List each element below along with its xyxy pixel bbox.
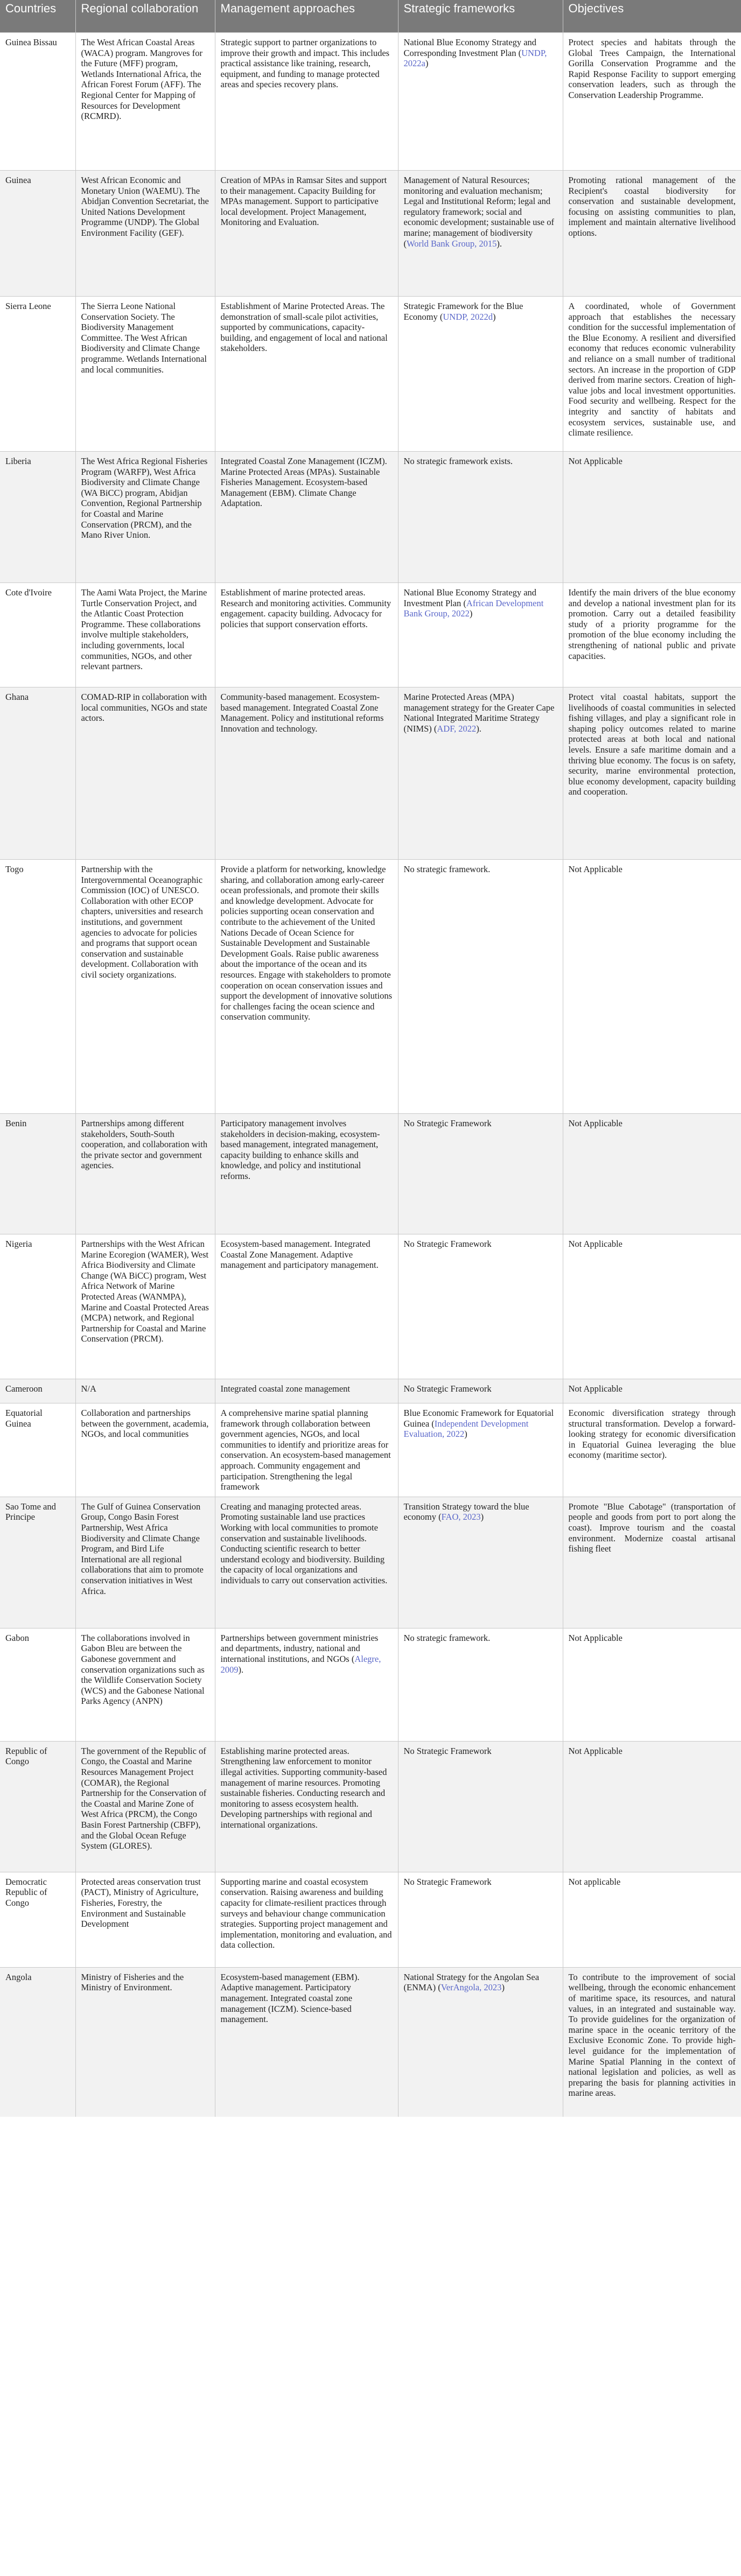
cell-strategic-framework: [398, 1114, 563, 1234]
strategy-text: No Strategic Framework: [403, 1745, 492, 1756]
cell-management-approaches: [215, 1967, 398, 2117]
cell-management-approaches: [215, 1872, 398, 1967]
table-row: [0, 1628, 741, 1741]
mgmt-text: Establishment of Marine Protected Areas. The demonstration of small-scale pilot activities, supported by communications, capacity-building, and engagement of local and national stakeholders.: [220, 301, 388, 354]
strategy-text: No strategic framework.: [403, 864, 491, 874]
cell-objectives: Not Applicable: [563, 860, 741, 1114]
cell-objectives: Not Applicable: [563, 1741, 741, 1872]
strategy-text: No Strategic Framework: [403, 1876, 492, 1887]
strategy-text: Strategic Framework for the Blue Economy (: [403, 301, 523, 322]
cell-country: Togo: [0, 860, 75, 1114]
cell-objectives: Economic diversification strategy through structural transformation. Develop a forward-looking strategy for economic diversification in Equatorial Guinea leveraging the blue economy (maritime sector).: [563, 1403, 741, 1497]
cell-country: Ghana: [0, 687, 75, 860]
strategy-text-end: ): [469, 608, 473, 619]
strategy-text: Management of Natural Resources; monitoring and evaluation mechanism; Legal and Institutional Reform; legal and regulatory framework; social and economic development; sustainable use of marine; management of biodiversity (: [403, 175, 555, 249]
strategy-text: Transition Strategy toward the blue economy (: [403, 1501, 529, 1522]
strategy-text: No strategic framework exists.: [403, 456, 513, 466]
cell-strategic-framework: [398, 33, 563, 171]
citation-link[interactable]: ADF, 2022: [437, 723, 477, 734]
strategy-text: National Strategy for the Angolan Sea (ENMA) (: [403, 1971, 540, 1993]
cell-management-approaches: [215, 171, 398, 297]
table-row: [0, 1403, 741, 1497]
citation-link[interactable]: World Bank Group, 2015: [407, 238, 497, 249]
cell-strategic-framework: [398, 452, 563, 583]
citation-link[interactable]: Alegre, 2009: [220, 1653, 381, 1675]
cell-management-approaches: [215, 687, 398, 860]
cell-objectives: Protect vital coastal habitats, support the livelihoods of coastal communities in selected fishing villages, and play a significant role in shaping policy outcomes related to marine protected areas at both local and national levels. Ensure a safe maritime domain and a thriving blue economy. The focus is on safety, security, marine environmental protection, blue economy development, capacity building and cooperation.: [563, 687, 741, 860]
cell-objectives: Not Applicable: [563, 452, 741, 583]
cell-strategic-framework: [398, 583, 563, 687]
cell-regional-collaboration: Collaboration and partnerships between the government, academia, NGOs, and local communities: [75, 1403, 215, 1497]
cell-regional-collaboration: The Sierra Leone National Conservation Society. The Biodiversity Management Committee. The West African Biodiversity and Climate Change programme. Wetlands International and local communities.: [75, 297, 215, 452]
table-row: [0, 687, 741, 860]
strategy-text-end: ).: [476, 723, 481, 734]
mgmt-text: Supporting marine and coastal ecosystem conservation. Raising awareness and building capacity for climate-resilient practices through surveys and behaviour change communication strategies. Supporting project management and implementation, monitoring and evaluation, and data collection.: [220, 1876, 392, 1950]
cell-strategic-framework: [398, 1741, 563, 1872]
cell-regional-collaboration: Ministry of Fisheries and the Ministry of Environment.: [75, 1967, 215, 2117]
cell-strategic-framework: [398, 1872, 563, 1967]
mgmt-text: Strategic support to partner organizations to improve their growth and impact. This includes practical assistance like training, research, equipment, and funding to manage protected areas and species recovery plans.: [220, 37, 390, 90]
cell-country: Guinea: [0, 171, 75, 297]
cell-country: Angola: [0, 1967, 75, 2117]
mgmt-text-end: ).: [238, 1664, 244, 1675]
mgmt-text: Provide a platform for networking, knowledge sharing, and collaboration among early-career ocean professionals, and promote their skills and knowledge development. Advocate for policies supporting ocean conservation and contribute to the achievement of the United Nations Decade of Ocean Science for Sustainable Development and Sustainable Development Goals. Raise public awareness about the importance of the ocean and its resources. Engage with stakeholders to promote cooperation on ocean conservation issues and support the development of innovative solutions for challenges facing the ocean science and conservation community.: [220, 864, 392, 1022]
table-row: [0, 171, 741, 297]
table-row: [0, 583, 741, 687]
citation-link[interactable]: Independent Development Evaluation, 2022: [403, 1418, 529, 1440]
table-row: [0, 452, 741, 583]
mgmt-text: Participatory management involves stakeholders in decision-making, ecosystem-based management, integrated management, capacity building to enhance skills and knowledge, and policy and institutional reforms.: [220, 1118, 380, 1181]
table-body: [0, 33, 741, 2117]
cell-management-approaches: [215, 1114, 398, 1234]
strategy-text: Blue Economic Framework for Equatorial Guinea (: [403, 1408, 554, 1429]
strategy-text: No Strategic Framework: [403, 1384, 492, 1394]
mgmt-text: Establishment of marine protected areas. Research and monitoring activities. Community engagement. capacity building. Advocacy for policies that support conservation efforts.: [220, 587, 392, 629]
cell-objectives: Not Applicable: [563, 1628, 741, 1741]
table-row: [0, 1114, 741, 1234]
mgmt-text: Creating and managing protected areas. Promoting sustainable land use practices Working with local communities to promote conservation and sustainable livelihoods. Conducting scientific research to better understand ecology and biodiversity. Building the capacity of local organizations and individuals to carry out conservation activities.: [220, 1501, 388, 1585]
strategy-text-end: ): [425, 58, 429, 69]
strategy-text: National Blue Economy Strategy and Corresponding Investment Plan (: [403, 37, 537, 58]
mgmt-text: Integrated Coastal Zone Management (ICZM). Marine Protected Areas (MPAs). Sustainable Fisheries Management. Ecosystem-based Management (EBM). Climate Change Adaptation.: [220, 456, 387, 509]
cell-regional-collaboration: COMAD-RIP in collaboration with local communities, NGOs and state actors.: [75, 687, 215, 860]
table-row: [0, 1497, 741, 1628]
cell-country: Cameroon: [0, 1379, 75, 1403]
mgmt-text: Integrated coastal zone management: [220, 1384, 351, 1394]
cell-regional-collaboration: The collaborations involved in Gabon Bleu are between the Gabonese government and conservation organizations such as the Wildlife Conservation Society (WCS) and the Gabonese National Parks Agency (ANPN): [75, 1628, 215, 1741]
cell-strategic-framework: [398, 1628, 563, 1741]
cell-management-approaches: [215, 1628, 398, 1741]
cell-strategic-framework: [398, 171, 563, 297]
cell-country: Liberia: [0, 452, 75, 583]
cell-objectives: Identify the main drivers of the blue economy and develop a national investment plan for its promotion. Carry out a detailed feasibility study of a priority programme for the promotion of the blue economy including the strengthening of national public and private capacities.: [563, 583, 741, 687]
cell-country: Sierra Leone: [0, 297, 75, 452]
cell-country: Democratic Republic of Congo: [0, 1872, 75, 1967]
citation-link[interactable]: UNDP, 2022d: [443, 311, 493, 322]
cell-management-approaches: [215, 1497, 398, 1628]
cell-regional-collaboration: Partnership with the Intergovernmental Oceanographic Commission (IOC) of UNESCO. Collaboration with other ECOP chapters, universities and research institutions, and government agencies to advocate for policies and programs that support ocean conservation and sustainable development. Collaboration with civil society organizations.: [75, 860, 215, 1114]
table-row: [0, 1741, 741, 1872]
mgmt-text: Ecosystem-based management. Integrated Coastal Zone Management. Adaptive management and participatory management.: [220, 1239, 379, 1271]
cell-country: Benin: [0, 1114, 75, 1234]
citation-link[interactable]: VerAngola, 2023: [441, 1982, 502, 1993]
cell-management-approaches: [215, 1234, 398, 1379]
cell-strategic-framework: [398, 1967, 563, 2117]
cell-country: Nigeria: [0, 1234, 75, 1379]
table-row: [0, 1872, 741, 1967]
header-strategic-frameworks: Strategic frameworks: [398, 0, 563, 33]
table-row: [0, 1967, 741, 2117]
cell-management-approaches: [215, 583, 398, 687]
table-row: [0, 297, 741, 452]
cell-regional-collaboration: West African Economic and Monetary Union (WAEMU). The Abidjan Convention Secretariat, the United Nations Development Programme (UNDP). The Global Environment Facility (GEF).: [75, 171, 215, 297]
cell-country: Sao Tome and Principe: [0, 1497, 75, 1628]
mgmt-text: Creation of MPAs in Ramsar Sites and support to their management. Capacity Building for MPAs management. Support to participative local development. Project Management, Monitoring and Evaluation.: [220, 175, 387, 228]
cell-regional-collaboration: The West African Coastal Areas (WACA) program. Mangroves for the Future (MFF) program, Wetlands International Africa, the African Forest Forum (AFF). The Regional Center for Mapping of Resources for Development (RCMRD).: [75, 33, 215, 171]
mgmt-text: Establishing marine protected areas. Strengthening law enforcement to monitor illegal activities. Supporting community-based management of marine resources. Promoting sustainable fisheries. Conducting research and monitoring to assess ecosystem health. Developing partnerships with regional and international organizations.: [220, 1745, 387, 1830]
cell-management-approaches: [215, 452, 398, 583]
cell-strategic-framework: [398, 687, 563, 860]
mgmt-text: Ecosystem-based management (EBM). Adaptive management. Participatory management. Integrated coastal zone management (ICZM). Science-based management.: [220, 1971, 360, 2025]
cell-strategic-framework: [398, 297, 563, 452]
mgmt-text: Community-based management. Ecosystem-based management. Integrated Coastal Zone Management. Policy and institutional reforms Innovation and technology.: [220, 692, 384, 734]
strategy-text-end: ).: [497, 238, 502, 249]
cell-objectives: Not Applicable: [563, 1114, 741, 1234]
strategy-text: National Blue Economy Strategy and Investment Plan (: [403, 587, 537, 608]
cell-objectives: To contribute to the improvement of social wellbeing, through the economic enhancement of maritime space, its resources, and natural values, in an integrated and sustainable way. To provide guidelines for the organization of marine space in the oceanic territory of the Exclusive Economic Zone. To provide high-level guidance for the implementation of Marine Spatial Planning in the context of national legislation and policies, as well as preparing the basis for planning activities in marine areas.: [563, 1967, 741, 2117]
cell-country: Republic of Congo: [0, 1741, 75, 1872]
cell-regional-collaboration: N/A: [75, 1379, 215, 1403]
cell-objectives: Promoting rational management of the Recipient's coastal biodiversity for conservation and sustainable development, focusing on assisting communities to plan, implement and maintain alternative livelihood options.: [563, 171, 741, 297]
cell-objectives: Not Applicable: [563, 1234, 741, 1379]
citation-link[interactable]: UNDP, 2022a: [403, 47, 547, 69]
mgmt-text: A comprehensive marine spatial planning framework through collaboration between government agencies, NGOs, and local communities to identify and prioritize areas for conservation. An ecosystem-based management approach. Community engagement and participation. Strengthening the legal framework: [220, 1408, 391, 1492]
cell-regional-collaboration: The West Africa Regional Fisheries Program (WARFP), West Africa Biodiversity and Climate Change (WA BiCC) program, Abidjan Convention, Regional Partnership for Coastal and Marine Conservation (PRCM), and the Mano River Union.: [75, 452, 215, 583]
table-row: [0, 860, 741, 1114]
strategy-text-end: ): [464, 1429, 467, 1440]
cell-regional-collaboration: Protected areas conservation trust (PACT), Ministry of Agriculture, Fisheries, Forestry, the Environment and Sustainable Development: [75, 1872, 215, 1967]
header-objectives: Objectives: [563, 0, 741, 33]
cell-objectives: Not applicable: [563, 1872, 741, 1967]
cell-country: Gabon: [0, 1628, 75, 1741]
strategy-text: No Strategic Framework: [403, 1118, 492, 1128]
cell-country: Cote d'Ivoire: [0, 583, 75, 687]
cell-management-approaches: [215, 1403, 398, 1497]
strategy-text-end: ): [492, 311, 496, 322]
cell-management-approaches: [215, 33, 398, 171]
strategy-text-end: ): [501, 1982, 505, 1993]
table-row: [0, 1379, 741, 1403]
cell-objectives: Not Applicable: [563, 1379, 741, 1403]
cell-objectives: Promote "Blue Cabotage" (transportation of people and goods from port to port along the coast). Improve tourism and the coastal environment. Modernize coastal artisanal fishing fleet: [563, 1497, 741, 1628]
mgmt-text: Partnerships between government ministries and departments, industry, national and international institutions, and NGOs (: [220, 1632, 379, 1664]
table-header-row: [0, 0, 741, 33]
cell-regional-collaboration: The government of the Republic of Congo, the Coastal and Marine Resources Management Project (COMAR), the Regional Partnership for the Conservation of the Coastal and Marine Zone of West Africa (PRCM), the Congo Basin Forest Partnership (CBFP), and the Global Ocean Refuge System (GLORES).: [75, 1741, 215, 1872]
cell-regional-collaboration: Partnerships among different stakeholders, South-South cooperation, and collaboration with the private sector and government agencies.: [75, 1114, 215, 1234]
cell-strategic-framework: [398, 1379, 563, 1403]
header-countries: Countries: [0, 0, 75, 33]
cell-country: Equatorial Guinea: [0, 1403, 75, 1497]
citation-link[interactable]: FAO, 2023: [441, 1512, 481, 1522]
cell-management-approaches: [215, 1379, 398, 1403]
cell-strategic-framework: [398, 1497, 563, 1628]
header-regional-collaboration: Regional collaboration: [75, 0, 215, 33]
strategy-text: No strategic framework.: [403, 1632, 491, 1643]
cell-management-approaches: [215, 860, 398, 1114]
cell-objectives: Protect species and habitats through the Global Trees Campaign, the International Gorilla Conservation Programme and the Rapid Response Facility to support emerging conservation leaders, such as through the Conservation Leadership Programme.: [563, 33, 741, 171]
cell-regional-collaboration: The Aami Wata Project, the Marine Turtle Conservation Project, and the Atlantic Coast Protection Programme. These collaborations involve multiple stakeholders, including governments, local communities, NGOs, and other relevant partners.: [75, 583, 215, 687]
strategy-text: Marine Protected Areas (MPA) management strategy for the Greater Cape National Integrated Maritime Strategy (NIMS) (: [403, 692, 555, 734]
cell-strategic-framework: [398, 1234, 563, 1379]
strategy-text-end: ): [480, 1512, 484, 1522]
cell-management-approaches: [215, 297, 398, 452]
cell-regional-collaboration: The Gulf of Guinea Conservation Group, Congo Basin Forest Partnership, West Africa Biodiversity and Climate Change Program, and Bird Life International are all regional collaborations that aim to promote conservation initiatives in West Africa.: [75, 1497, 215, 1628]
cell-regional-collaboration: Partnerships with the West African Marine Ecoregion (WAMER), West Africa Biodiversity and Climate Change (WA BiCC) program, West Africa Network of Marine Protected Areas (WANMPA), Marine and Coastal Protected Areas (MCPA) network, and Regional Partnership for Coastal and Marine Conservation (PRCM).: [75, 1234, 215, 1379]
strategy-text: No Strategic Framework: [403, 1239, 492, 1249]
citation-link[interactable]: African Development Bank Group, 2022: [403, 598, 544, 619]
table-row: [0, 1234, 741, 1379]
cell-strategic-framework: [398, 860, 563, 1114]
cell-strategic-framework: [398, 1403, 563, 1497]
cell-country: Guinea Bissau: [0, 33, 75, 171]
cell-objectives: A coordinated, whole of Government approach that establishes the necessary condition for the successful implementation of the Blue Economy. A resilient and diversified economy that reduces economic vulnerability and reliance on a small number of traditional sectors. An increase in the proportion of GDP derived from marine sectors. Creation of high-value jobs and local investment opportunities. Food security and wellbeing. Respect for the integrity and sanctity of habitats and ecosystem services, sustainable use, and climate resilience.: [563, 297, 741, 452]
cell-management-approaches: [215, 1741, 398, 1872]
table-row: [0, 33, 741, 171]
header-management-approaches: Management approaches: [215, 0, 398, 33]
